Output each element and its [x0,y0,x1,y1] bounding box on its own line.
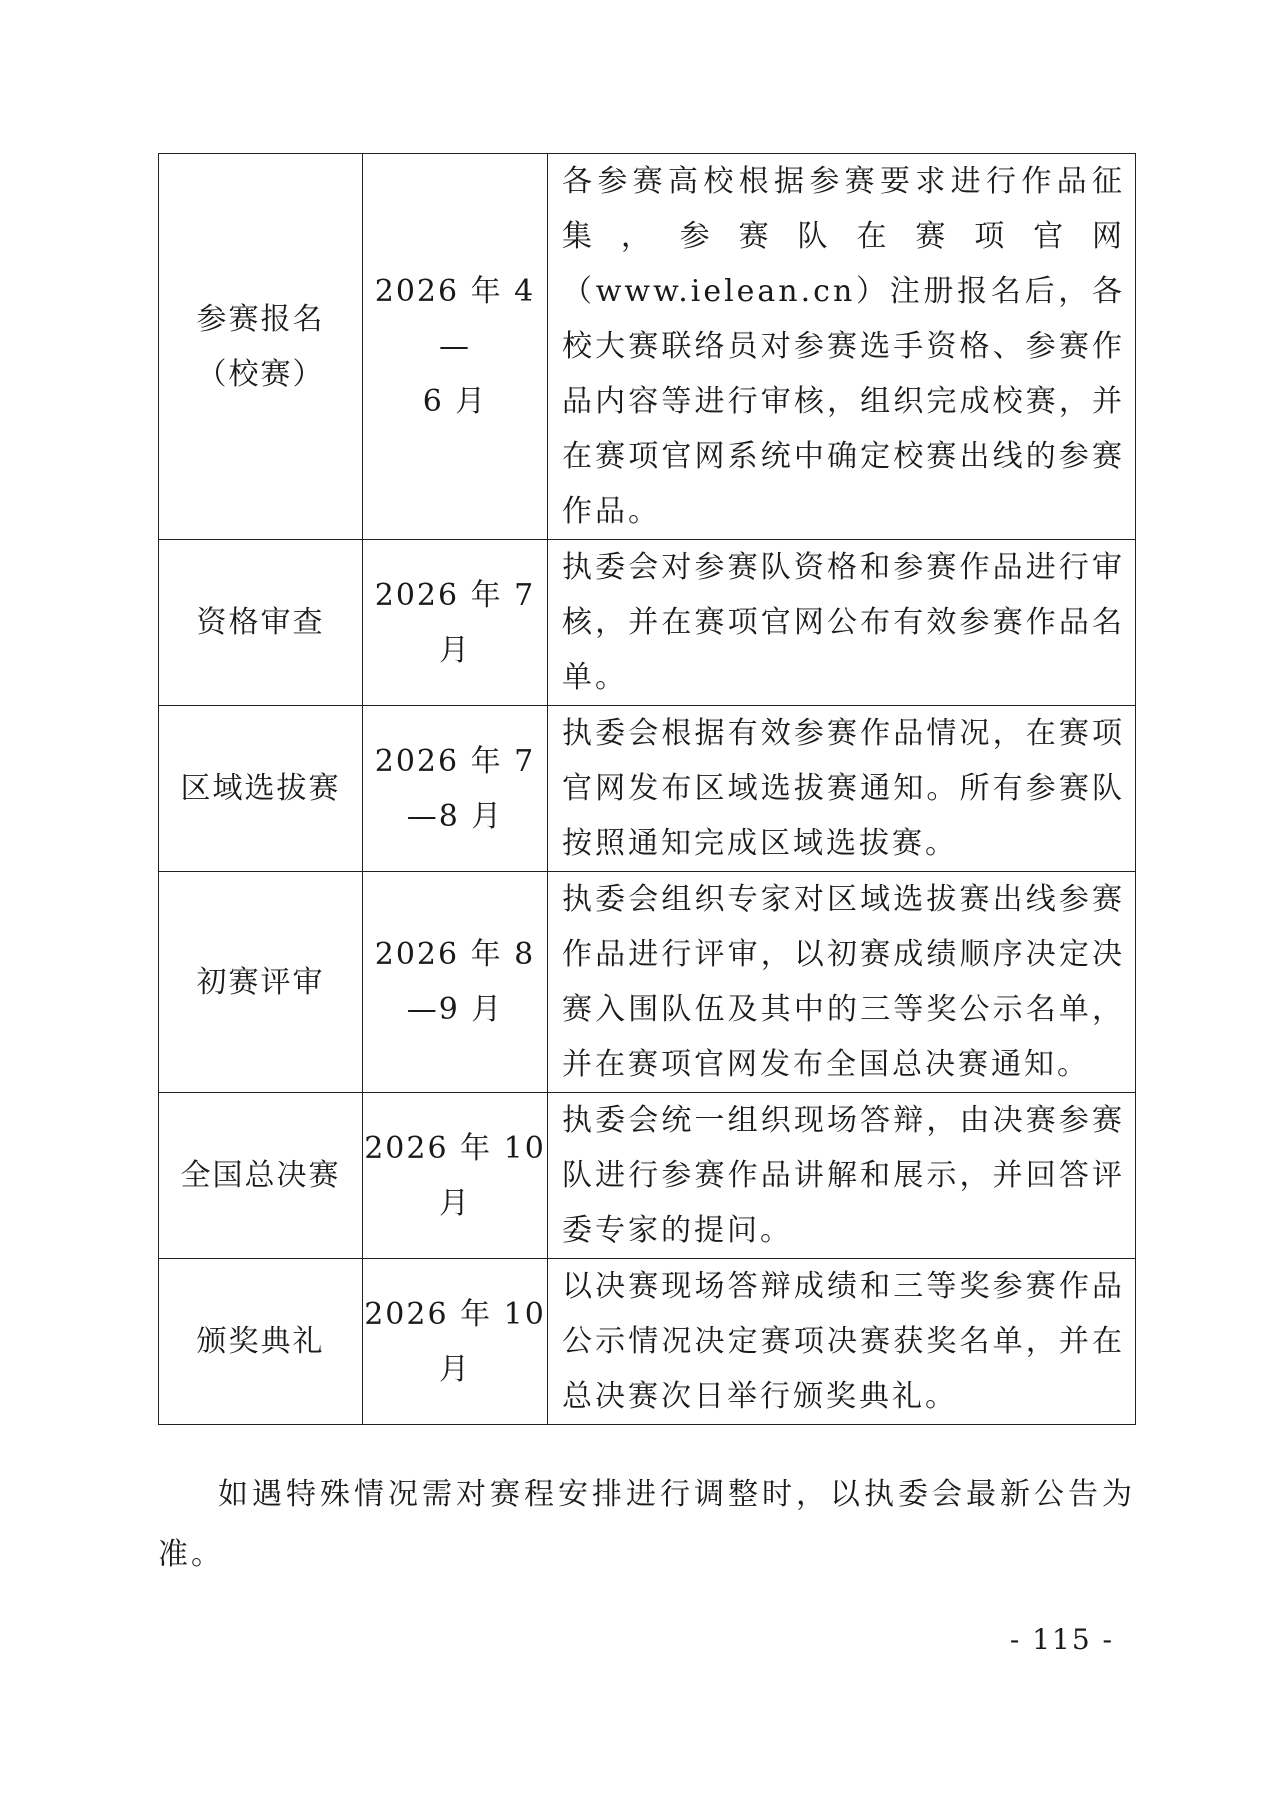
time-label: 月 [439,632,471,668]
time-label: 2026 年 7 [374,577,536,613]
stage-cell [159,706,363,872]
page-number: - 115 - [1009,1623,1114,1656]
stage-label: 颁奖典礼 [196,1324,325,1359]
time-label: 6 月 [422,384,488,419]
time-label: 2026 年 4— [374,274,536,364]
time-cell [363,154,548,540]
description-cell: 执委会组织专家对区域选拔赛出线参赛作品进行评审，以初赛成绩顺序决定决赛入围队伍及其中的三等奖公示名单，并在赛项官网发布全国总决赛通知。 [548,872,1136,1093]
table-row [159,1259,1136,1425]
description-cell: 以决赛现场答辩成绩和三等奖参赛作品公示情况决定赛项决赛获奖名单，并在总决赛次日举行颁奖典礼。 [548,1259,1136,1425]
stage-label: 资格审查 [196,605,325,640]
stage-label: 参赛报名 [196,301,325,337]
description-cell: 执委会统一组织现场答辩，由决赛参赛队进行参赛作品讲解和展示，并回答评委专家的提问。 [548,1093,1136,1259]
time-label: 2026 年 10 [364,1130,546,1166]
time-label: 2026 年 7 [374,743,536,779]
stage-label: 初赛评审 [196,964,325,1000]
table-row [159,706,1136,872]
description-cell: 执委会对参赛队资格和参赛作品进行审核，并在赛项官网公布有效参赛作品名单。 [548,540,1136,706]
time-label: 月 [439,1185,471,1221]
time-label: —9 月 [406,992,504,1027]
stage-cell [159,872,363,1093]
adjustment-note: 如遇特殊情况需对赛程安排进行调整时，以执委会最新公告为准。 [158,1477,1135,1572]
stage-cell [159,1093,363,1259]
table-row [159,154,1136,540]
stage-cell [159,154,363,540]
time-cell [363,872,548,1093]
stage-cell [159,540,363,706]
stage-label: 全国总决赛 [180,1158,341,1193]
time-label: —8 月 [406,798,504,834]
time-label: 2026 年 8 [374,937,536,972]
description-cell: 各参赛高校根据参赛要求进行作品征集，参赛队在赛项官网（www.ielean.cn）注册报名后，各校大赛联络员对参赛选手资格、参赛作品内容等进行审核，组织完成校赛，并在赛项官网系统中确定校赛出线的参赛作品。 [548,154,1136,540]
time-cell [363,1093,548,1259]
schedule-table [158,153,1136,1425]
time-cell [363,1259,548,1425]
stage-label: 区域选拔赛 [180,771,341,806]
table-row [159,1093,1136,1259]
table-row [159,540,1136,706]
table-row [159,872,1136,1093]
time-label: 2026 年 10 [364,1296,546,1332]
description-cell: 执委会根据有效参赛作品情况，在赛项官网发布区域选拔赛通知。所有参赛队按照通知完成区域选拔赛。 [548,706,1136,872]
time-cell [363,706,548,872]
stage-label: （校赛） [196,356,325,392]
time-cell [363,540,548,706]
stage-cell [159,1259,363,1425]
time-label: 月 [439,1351,471,1387]
